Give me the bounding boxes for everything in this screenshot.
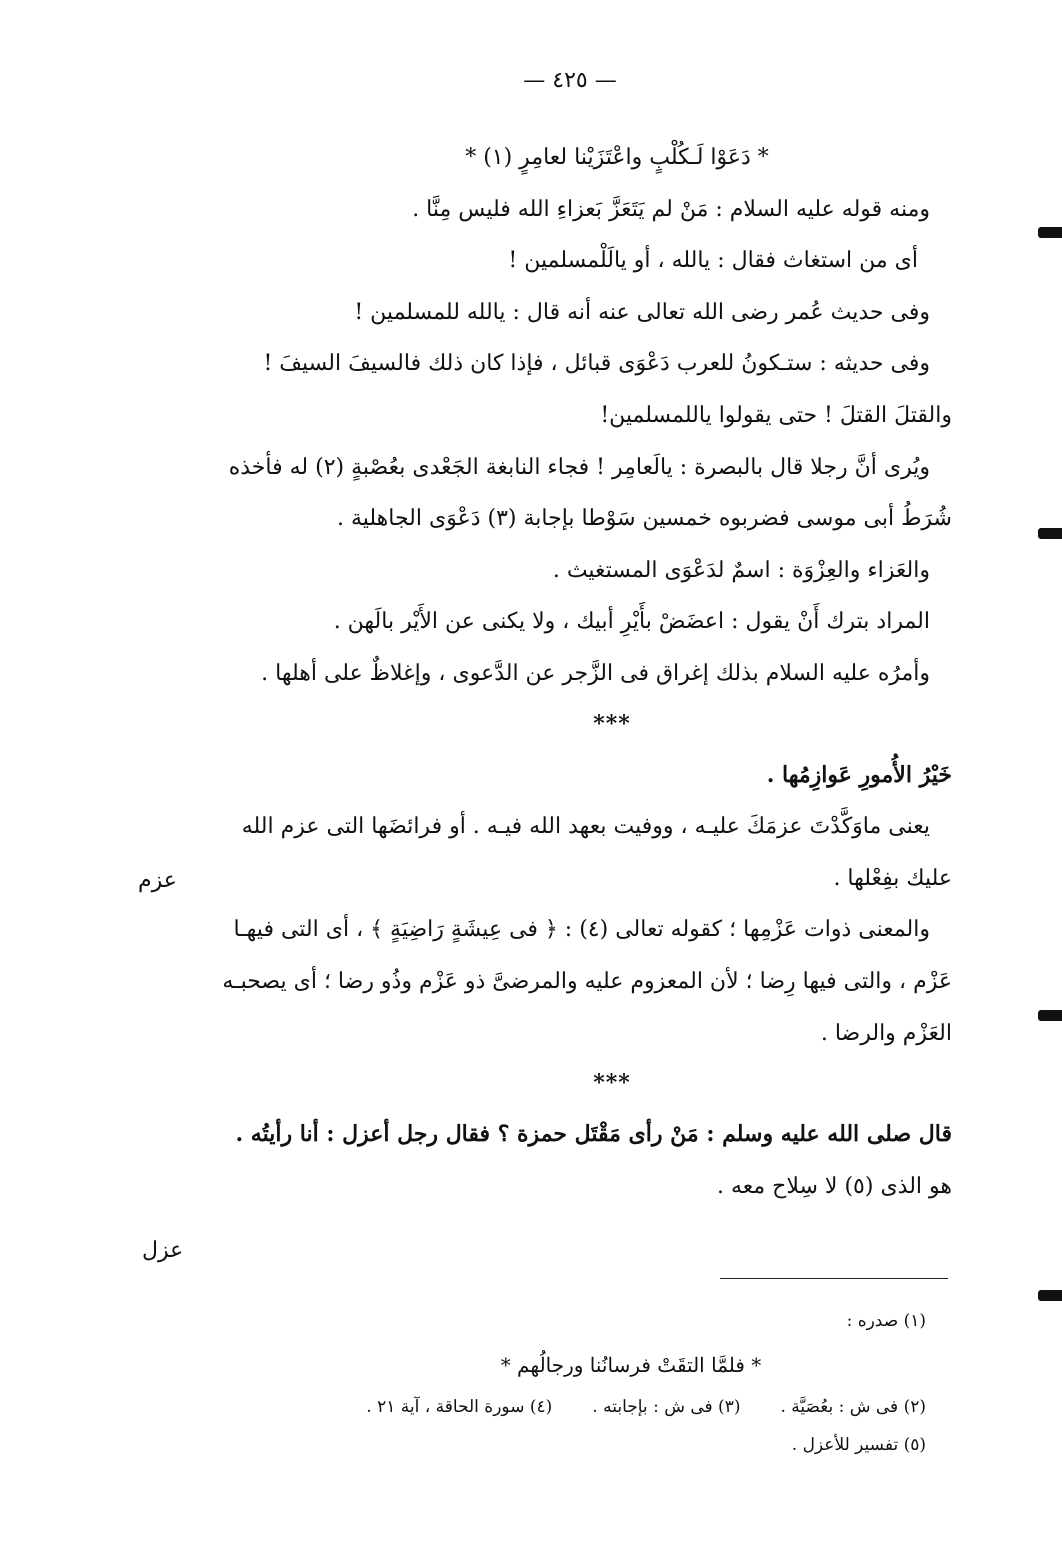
footnote-3: (٣) فى ش : بإجابته . — [592, 1397, 741, 1417]
footnote-row — [226, 1388, 926, 1426]
verse-line: * دَعَوْا لَـكُلْبٍ واعْتَزَيْنا لعامِرٍ (١) * — [465, 145, 769, 170]
scan-edge-mark — [1038, 227, 1062, 238]
text-line: هو الذى (٥) لا سِلاح معه . — [716, 1173, 952, 1199]
footnote-2: (٢) فى ش : بعُصَيَّة . — [780, 1397, 926, 1417]
page-number: — ٤٢٥ — — [523, 68, 617, 93]
text-line: عَزْم ، والتى فيها رِضا ؛ لأن المعزوم عليه والمرضىَّ ذو عَزْم وذُو رضا ؛ أى يصحبـه — [222, 968, 952, 994]
scan-edge-mark — [1038, 1010, 1062, 1021]
text-line: والمعنى ذوات عَزْمِها ؛ كقوله تعالى (٤) : ﴿ فى عِيشَةٍ رَاضِيَةٍ ﴾ ، أى التى فيهـا — [233, 917, 930, 943]
footnote-4: (٤) سورة الحاقة ، آية ٢١ . — [366, 1397, 553, 1417]
main-text — [222, 132, 952, 1212]
section-separator: *** — [593, 1070, 631, 1097]
footnotes — [226, 1302, 926, 1464]
text-line: وأمرُه عليه السلام بذلك إغراق فى الزَّجر عن الدَّعوى ، وإغلاظٌ على أهلها . — [261, 660, 930, 686]
text-line: والقتلَ القتلَ ! حتى يقولوا ياللمسلمين! — [600, 402, 952, 428]
text-line: أى من استغاث فقال : يالله ، أو يالَلْمسلمين ! — [508, 248, 918, 274]
hadith-heading: قال صلى الله عليه وسلم : مَنْ رأى مَقْتَل حمزة ؟ فقال رجل أعزل : أنا رأيتُه . — [235, 1121, 952, 1148]
text-line: يعنى ماوَكَّدْتَ عزمَكَ عليـه ، ووفيت بعهد الله فيـه . أو فرائضَها التى عزم الله — [241, 814, 930, 840]
margin-root-word: عزم — [138, 868, 177, 893]
text-line: عليك بفِعْلها . — [833, 865, 952, 891]
margin-root-word: عزل — [142, 1238, 184, 1263]
hadith-heading: خَيْرُ الأُمورِ عَوازِمُها . — [766, 761, 952, 788]
scan-edge-mark — [1038, 528, 1062, 539]
text-line: العَزْم والرضا . — [820, 1020, 952, 1046]
text-line: وفى حديثه : ستـكونُ للعرب دَعْوَى قبائل ، فإذا كان ذلك فالسيفَ السيفَ ! — [263, 351, 930, 377]
footnote-1-label: (١) صدره : — [846, 1311, 926, 1331]
text-line: شُرَطُ أبى موسى فضربوه خمسين سَوْطا بإجابة (٣) دَعْوَى الجاهلية . — [336, 506, 952, 532]
footnote-1-verse: * فلمَّا التقَتْ فرسانُنا ورجالُهم * — [500, 1353, 762, 1377]
footnote-divider — [720, 1278, 948, 1279]
section-separator: *** — [593, 710, 631, 737]
text-line: ومنه قوله عليه السلام : مَنْ لم يَتَعَزَّ بَعزاءِ الله فليس مِنَّا . — [412, 196, 930, 222]
text-line: وفى حديث عُمر رضى الله تعالى عنه أنه قال : يالله للمسلمين ! — [354, 299, 930, 325]
scan-edge-mark — [1038, 1290, 1062, 1301]
text-line: والعَزاء والعِزْوَة : اسمٌ لدَعْوَى المستغيث . — [552, 557, 930, 583]
text-line: المراد بترك أَنْ يقول : اعضَضْ بأَيْرِ أبيك ، ولا يكنى عن الأَيْر بالَهن . — [333, 609, 930, 635]
footnote-5: (٥) تفسير للأعزل . — [791, 1435, 926, 1455]
text-line: ويُرى أنَّ رجلا قال بالبصرة : يالَعامِر ! فجاء النابغة الجَعْدى بعُصْبةٍ (٢) له فأخذه — [228, 454, 930, 480]
